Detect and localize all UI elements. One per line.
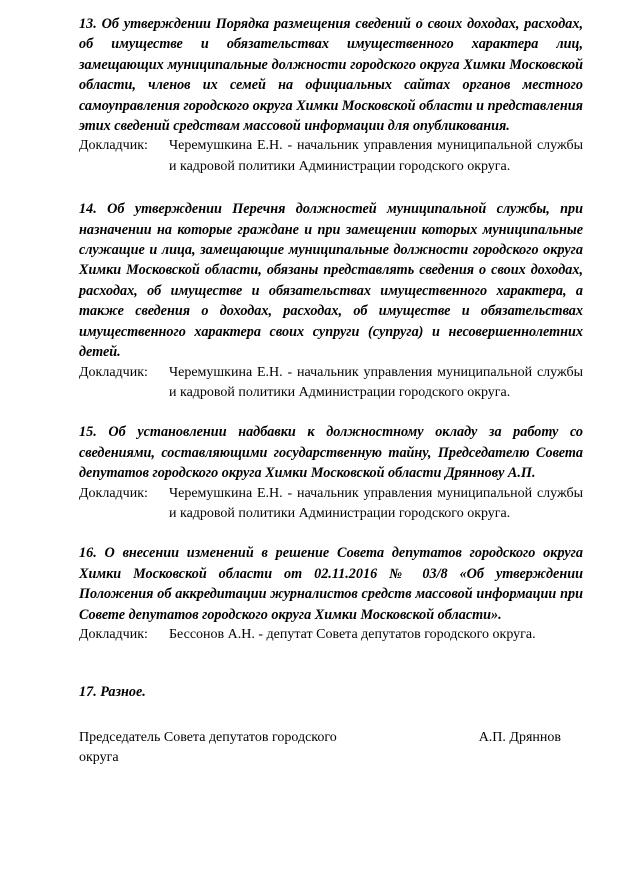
speaker-label: Докладчик:: [79, 364, 148, 380]
speaker-row: [79, 136, 583, 177]
signatory-position: Председатель Совета депутатов городского округа: [79, 729, 337, 766]
agenda-item-13: [79, 14, 583, 177]
agenda-item-15: [79, 422, 583, 524]
speaker-text: Черемушкина Е.Н. - начальник управления муниципальной службы и кадровой политики Администрации городского округа.: [169, 138, 583, 174]
speaker-text: Бессонов А.Н. - депутат Совета депутатов городского округа.: [169, 626, 536, 642]
speaker-row: [79, 484, 583, 525]
agenda-item-17: [79, 682, 583, 702]
agenda-item-title: 13. Об утверждении Порядка размещения сведений о своих доходах, расходах, об имуществе и обязательствах имущественного характера лиц, замещающих муниципальные должности городского округа Химки Московской области, членов их семей на официальных сайтах органов местного самоуправления городского округа Химки Московской области и представления этих сведений средствам массовой информации для опубликования.: [79, 16, 583, 135]
speaker-row: [79, 625, 583, 645]
speaker-label: Докладчик:: [79, 626, 148, 642]
speaker-label: Докладчик:: [79, 485, 148, 501]
agenda-item-title: 15. Об установлении надбавки к должностному окладу за работу со сведениями, составляющими государственную тайну, Председателю Совета депутатов городского округа Химки Московской области Дряннову А.П.: [79, 424, 583, 482]
signature-block: [79, 728, 583, 769]
speaker-text: Черемушкина Е.Н. - начальник управления муниципальной службы и кадровой политики Администрации городского округа.: [169, 485, 583, 521]
agenda-item-16: [79, 543, 583, 645]
agenda-item-title: 16. О внесении изменений в решение Совета депутатов городского округа Химки Московской области от 02.11.2016 № 03/8 «Об утверждении Положения об аккредитации журналистов средств массовой информации при Совете депутатов городского округа Химки Московской области».: [79, 545, 583, 623]
agenda-item-title: 17. Разное.: [79, 684, 146, 701]
speaker-text: Черемушкина Е.Н. - начальник управления муниципальной службы и кадровой политики Администрации городского округа.: [169, 364, 583, 400]
speaker-row: [79, 363, 583, 404]
speaker-label: Докладчик:: [79, 138, 148, 154]
agenda-item-title: 14. Об утверждении Перечня должностей муниципальной службы, при назначении на которые граждане и при замещении которых муниципальные служащие и лица, замещающие муниципальные должности городского округа Химки Московской области, обязаны представлять сведения о своих доходах, расходах, об имуществе и обязательствах имущественного характера, а также сведения о доходах, расходах, об имуществе и обязательствах имущественного характера своих супруги (супруга) и несовершеннолетних детей.: [79, 201, 583, 361]
document-page: [79, 14, 583, 769]
agenda-item-14: [79, 199, 583, 403]
signatory-name: А.П. Дряннов: [478, 729, 561, 745]
